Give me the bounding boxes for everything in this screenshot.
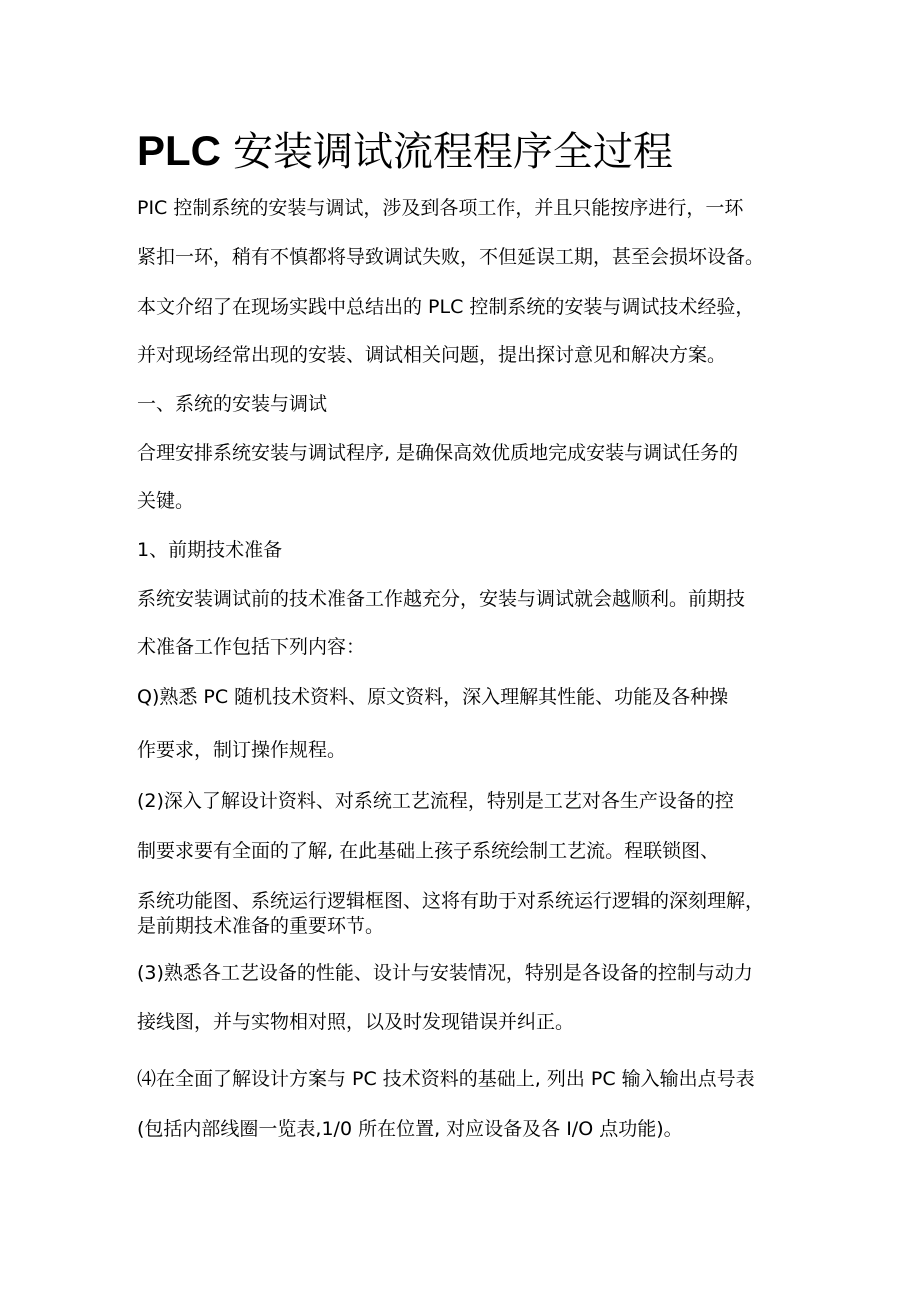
list-item-line: (2)深入了解设计资料、对系统工艺流程，特别是工艺对各生产设备的控 [137,790,734,812]
title-latin-part: PLC [137,127,221,174]
paragraph-line: PIC 控制系统的安装与调试，涉及到各项工作，并且只能按序进行，一环 [137,197,744,219]
section-heading: 一、系统的安装与调试 [137,393,328,415]
list-item-line: 接线图，并与实物相对照，以及时发现错误并纠正。 [137,1011,575,1033]
list-item-line: 作要求，制订操作规程。 [137,739,347,761]
list-item-line: (3)熟悉各工艺设备的性能、设计与安装情况，特别是各设备的控制与动力 [137,962,753,984]
list-item-line: (包括内部线圈一览表,1/0 所在位置, 对应设备及各 I/O 点功能)。 [137,1118,683,1140]
document-title [137,126,673,177]
paragraph-line: 系统安装调试前的技术准备工作越充分，安装与调试就会越顺利。前期技 [137,588,746,610]
list-item-line: 制要求要有全面的了解, 在此基础上孩子系统绘制工艺流。程联锁图、 [137,840,720,862]
paragraph-line: 术准备工作包括下列内容： [137,636,366,658]
paragraph-line: 并对现场经常出现的安装、调试相关问题，提出探讨意见和解决方案。 [137,344,727,366]
subsection-heading: 1、前期技术准备 [137,539,283,561]
paragraph-line: 紧扣一环，稍有不慎都将导致调试失败，不但延误工期，甚至会损坏设备。 [137,246,765,268]
paragraph-line: 合理安排系统安装与调试程序, 是确保高效优质地完成安装与调试任务的 [137,442,739,464]
list-item-line: Q)熟悉 PC 随机技术资料、原文资料，深入理解其性能、功能及各种操 [137,686,729,708]
paragraph-line: 关键。 [137,490,195,512]
list-item-line: 是前期技术准备的重要环节。 [137,915,385,937]
list-item-line: 系统功能图、系统运行逻辑框图、这将有助于对系统运行逻辑的深刻理解， [137,890,765,912]
title-cjk-part: 安装调试流程程序全过程 [233,129,673,175]
paragraph-line: 本文介绍了在现场实践中总结出的 PLC 控制系统的安装与调试技术经验， [137,296,755,318]
list-item-line: ⑷在全面了解设计方案与 PC 技术资料的基础上, 列出 PC 输入输出点号表 [137,1068,755,1090]
